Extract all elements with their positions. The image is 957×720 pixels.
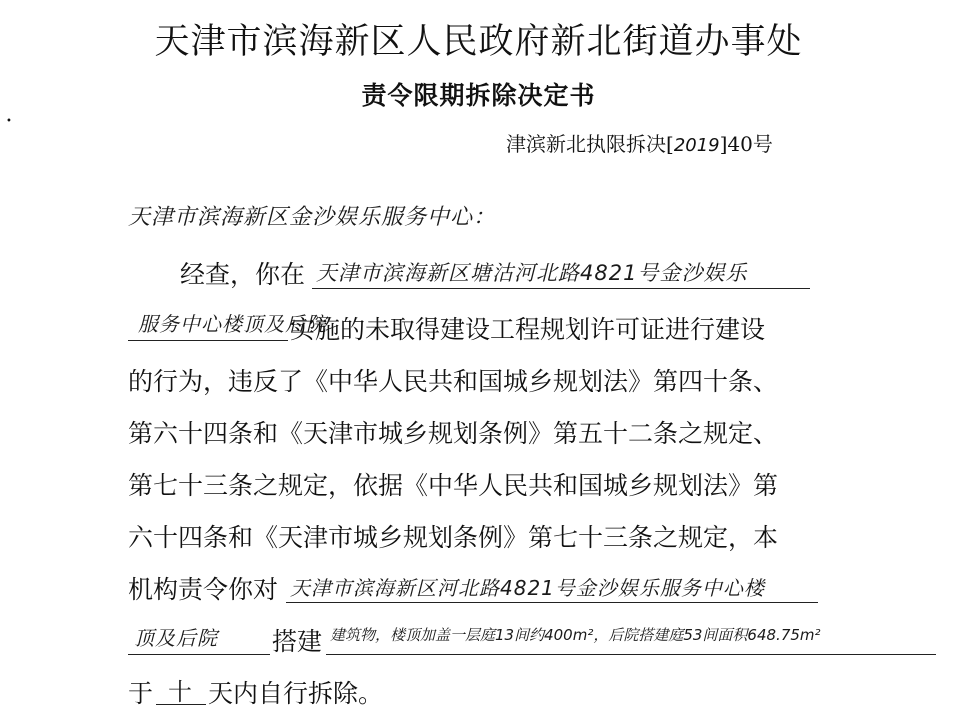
para1-line4: 第六十四条和《天津市城乡规划条例》第五十二条之规定、 (128, 419, 779, 448)
para1-line3: 的行为，违反了《中华人民共和国城乡规划法》第四十条、 (128, 367, 779, 396)
location-handwritten-2a: 天津市滨海新区河北路4821号金沙娱乐服务中心楼 (290, 576, 765, 600)
para1-line6: 六十四条和《天津市城乡规划条例》第七十三条之规定，本 (128, 523, 779, 552)
para1-line5: 第七十三条之规定，依据《中华人民共和国城乡规划法》第 (128, 471, 779, 500)
para1-line7-lead: 机构责令你对 (128, 575, 279, 604)
doc-number-prefix: 津滨新北执限拆决[ (506, 132, 674, 156)
para1-line2: 实施的未取得建设工程规划许可证进行建设 (290, 315, 766, 344)
stray-mark: • (6, 116, 12, 127)
fill-in-underline (128, 340, 288, 341)
document-title: 责令限期拆除决定书 (361, 81, 596, 110)
doc-number-suffix: ]40号 (719, 132, 773, 156)
structure-handwritten: 建筑物，楼顶加盖一层庭13间约400m²，后院搭建庭53间面积648.75m² (330, 626, 821, 644)
fill-in-underline (312, 288, 810, 289)
fill-in-underline (156, 704, 206, 705)
fill-in-underline (326, 654, 936, 655)
days-handwritten: 十 (168, 678, 193, 706)
doc-number-year: 2019 (673, 135, 720, 156)
recipient: 天津市滨海新区金沙娱乐服务中心： (128, 205, 497, 230)
issuer-heading: 天津市滨海新区人民政府新北街道办事处 (154, 22, 803, 62)
document-number (506, 128, 773, 157)
fill-in-underline (128, 654, 270, 655)
location-handwritten-2b: 顶及后院 (134, 626, 218, 650)
location-handwritten-1b: 服务中心楼顶及后院 (138, 312, 327, 336)
para1-line9-lead: 于 (128, 679, 154, 708)
para1-line8-build: 搭建 (272, 627, 323, 656)
para1-line9-end: 天内自行拆除。 (208, 679, 384, 708)
location-handwritten-1a: 天津市滨海新区塘沽河北路4821号金沙娱乐 (316, 261, 748, 285)
para1-lead: 经查，你在 (180, 260, 306, 289)
fill-in-underline (286, 602, 818, 603)
